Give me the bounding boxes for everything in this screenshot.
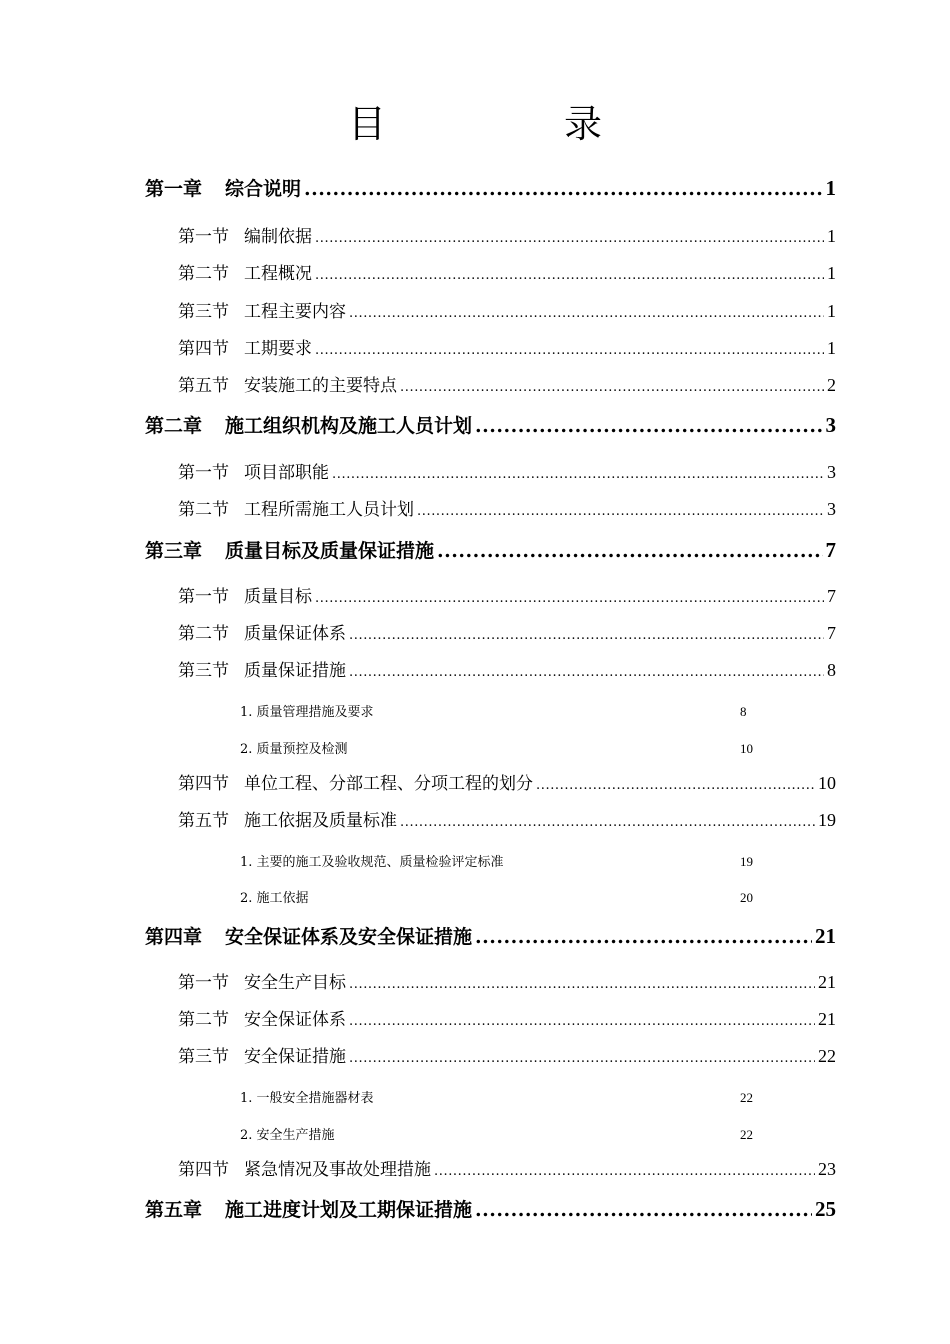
page-number: 21 <box>818 972 836 992</box>
page-number: 10 <box>740 741 753 756</box>
section-title: 紧急情况及事故处理措施 <box>244 1160 431 1180</box>
toc-section[interactable] <box>178 334 836 359</box>
page-number: 2 <box>827 375 836 395</box>
section-number: 第二节 <box>178 500 229 520</box>
chapter-number: 第四章 <box>145 926 203 948</box>
dot-leader <box>475 926 812 948</box>
toc-title: 目 录 <box>347 102 672 146</box>
item-title: 1. 质量管理措施及要求 <box>240 705 374 720</box>
dot-leader <box>434 1164 815 1179</box>
page-number: 22 <box>740 1090 753 1105</box>
dot-leader <box>304 178 822 200</box>
toc-section[interactable] <box>178 259 836 284</box>
section-number: 第三节 <box>178 302 229 322</box>
toc-section[interactable] <box>178 806 836 831</box>
toc-section[interactable] <box>178 495 836 520</box>
toc-chapter-3[interactable] <box>145 536 836 563</box>
page-number: 20 <box>740 890 753 905</box>
dot-leader <box>349 665 824 680</box>
chapter-title: 综合说明 <box>225 178 302 200</box>
toc-item[interactable] <box>240 738 760 757</box>
toc-item[interactable] <box>240 1124 760 1143</box>
toc-item[interactable] <box>240 887 760 906</box>
section-number: 第二节 <box>178 624 229 644</box>
page-number: 8 <box>827 660 836 680</box>
toc-section[interactable] <box>178 619 836 644</box>
section-title: 工程概况 <box>244 264 312 284</box>
section-title: 安全保证措施 <box>244 1047 346 1067</box>
toc-chapter-2[interactable] <box>145 411 836 438</box>
page-number: 21 <box>815 924 836 948</box>
dot-leader <box>417 504 824 519</box>
section-number: 第一节 <box>178 227 229 247</box>
page-number: 22 <box>818 1046 836 1066</box>
dot-leader <box>475 1199 812 1221</box>
chapter-title: 质量目标及质量保证措施 <box>225 540 435 562</box>
page-number: 1 <box>827 301 836 321</box>
dot-leader <box>349 1051 815 1066</box>
chapter-title: 安全保证体系及安全保证措施 <box>225 926 473 948</box>
page-number: 7 <box>827 623 836 643</box>
section-title: 质量目标 <box>244 587 312 607</box>
toc-section[interactable] <box>178 222 836 247</box>
dot-leader <box>315 268 824 283</box>
section-number: 第四节 <box>178 339 229 359</box>
chapter-title: 施工组织机构及施工人员计划 <box>225 415 473 437</box>
page-number: 3 <box>825 413 836 437</box>
toc-section[interactable] <box>178 1042 836 1067</box>
dot-leader <box>475 415 822 437</box>
page-number: 1 <box>827 226 836 246</box>
toc-item[interactable] <box>240 1087 760 1106</box>
page-number: 23 <box>818 1159 836 1179</box>
section-title: 安全生产目标 <box>244 973 346 993</box>
toc-section[interactable] <box>178 1005 836 1030</box>
page-number: 7 <box>825 538 836 562</box>
toc-chapter-4[interactable] <box>145 922 836 949</box>
section-number: 第三节 <box>178 1047 229 1067</box>
page-number: 22 <box>740 1127 753 1142</box>
toc-section[interactable] <box>178 769 836 794</box>
toc-section[interactable] <box>178 458 836 483</box>
toc-section[interactable] <box>178 297 836 322</box>
section-title: 施工依据及质量标准 <box>244 811 397 831</box>
dot-leader <box>349 306 824 321</box>
page-number: 7 <box>827 586 836 606</box>
section-title: 单位工程、分部工程、分项工程的划分 <box>244 774 533 794</box>
page-number: 10 <box>818 773 836 793</box>
section-title: 编制依据 <box>244 227 312 247</box>
chapter-title: 施工进度计划及工期保证措施 <box>225 1199 473 1221</box>
page-number: 3 <box>827 462 836 482</box>
item-title: 2. 安全生产措施 <box>240 1128 335 1143</box>
section-number: 第四节 <box>178 1160 229 1180</box>
page-number: 19 <box>740 854 753 869</box>
dot-leader <box>400 815 815 830</box>
dot-leader <box>349 628 824 643</box>
dot-leader <box>437 540 822 562</box>
section-number: 第四节 <box>178 774 229 794</box>
dot-leader <box>315 231 824 246</box>
page-number: 21 <box>818 1009 836 1029</box>
toc-section[interactable] <box>178 968 836 993</box>
section-number: 第三节 <box>178 661 229 681</box>
section-number: 第一节 <box>178 463 229 483</box>
section-number: 第二节 <box>178 1010 229 1030</box>
dot-leader <box>315 591 824 606</box>
section-number: 第五节 <box>178 376 229 396</box>
chapter-number: 第五章 <box>145 1199 203 1221</box>
page-number: 8 <box>740 704 747 719</box>
section-title: 工程主要内容 <box>244 302 346 322</box>
page-number: 1 <box>827 338 836 358</box>
dot-leader <box>332 467 824 482</box>
dot-leader <box>315 343 824 358</box>
toc-item[interactable] <box>240 851 760 870</box>
dot-leader <box>349 1014 815 1029</box>
chapter-number: 第一章 <box>145 178 203 200</box>
page-number: 25 <box>815 1197 836 1221</box>
chapter-number: 第二章 <box>145 415 203 437</box>
toc-item[interactable] <box>240 701 760 720</box>
item-title: 2. 质量预控及检测 <box>240 742 348 757</box>
page-number: 3 <box>827 499 836 519</box>
page-number: 1 <box>827 263 836 283</box>
section-number: 第二节 <box>178 264 229 284</box>
toc-section[interactable] <box>178 656 836 681</box>
dot-leader <box>400 380 824 395</box>
toc-section[interactable] <box>178 371 836 396</box>
dot-leader <box>536 778 815 793</box>
section-title: 项目部职能 <box>244 463 329 483</box>
toc-section[interactable] <box>178 582 836 607</box>
section-title: 工程所需施工人员计划 <box>244 500 414 520</box>
section-number: 第一节 <box>178 973 229 993</box>
section-title: 安全保证体系 <box>244 1010 346 1030</box>
toc-chapter-5[interactable] <box>145 1195 836 1222</box>
section-title: 质量保证体系 <box>244 624 346 644</box>
section-number: 第一节 <box>178 587 229 607</box>
toc-chapter-1[interactable] <box>145 174 836 201</box>
toc-section[interactable] <box>178 1155 836 1180</box>
section-number: 第五节 <box>178 811 229 831</box>
item-title: 2. 施工依据 <box>240 891 309 906</box>
chapter-number: 第三章 <box>145 540 203 562</box>
section-title: 安装施工的主要特点 <box>244 376 397 396</box>
section-title: 工期要求 <box>244 339 312 359</box>
item-title: 1. 主要的施工及验收规范、质量检验评定标准 <box>240 855 504 870</box>
dot-leader <box>349 977 815 992</box>
item-title: 1. 一般安全措施器材表 <box>240 1091 374 1106</box>
page-number: 1 <box>825 176 836 200</box>
page-number: 19 <box>818 810 836 830</box>
section-title: 质量保证措施 <box>244 661 346 681</box>
